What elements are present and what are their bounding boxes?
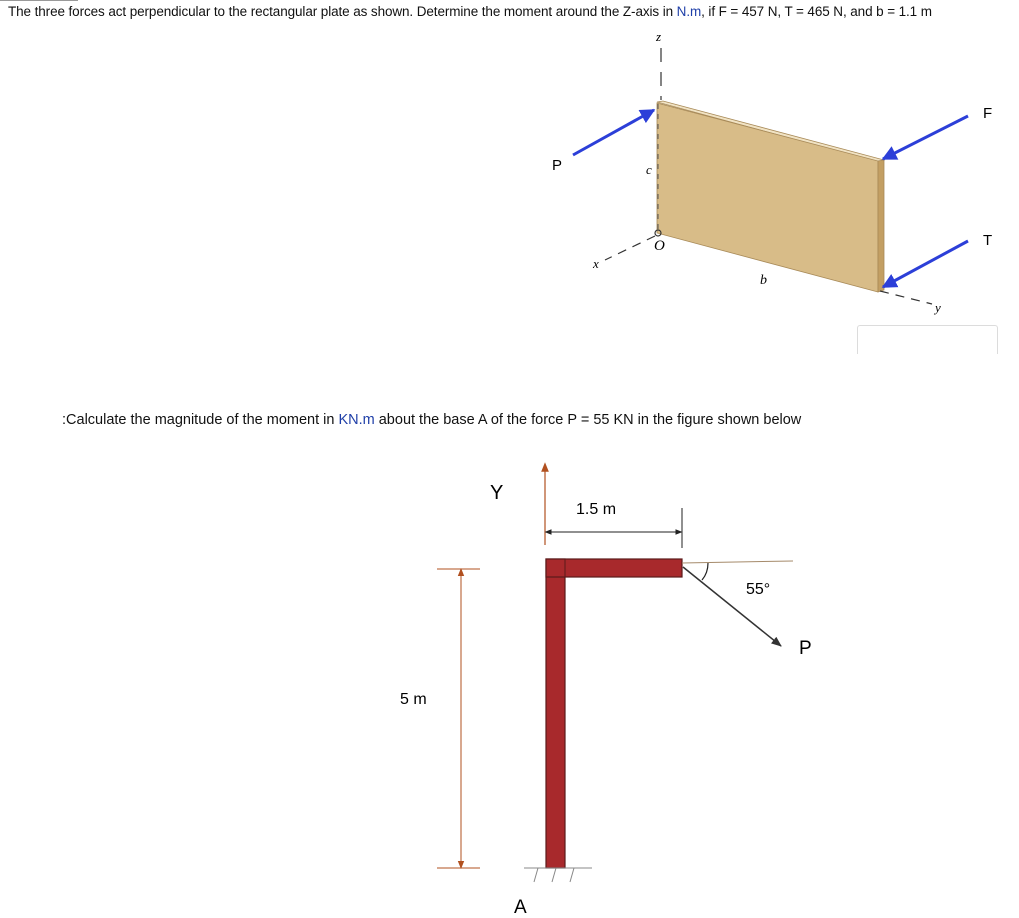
question-2-unit: KN.m <box>338 412 375 428</box>
angle-arc <box>702 563 708 580</box>
label-y: y <box>935 300 941 315</box>
label-dim-vertical: 5 m <box>400 691 427 708</box>
ground-hatch-3 <box>570 868 574 882</box>
label-x: x <box>593 256 599 271</box>
question-1-unit: N.m <box>676 4 702 19</box>
question-1-text: The three forces act perpendicular to the rectangular plate as shown. Determine the moment around the Z-axis in N.m, if F = 457 N, T = 465 N, and b = 1.1 m <box>8 4 932 19</box>
reference-line <box>682 561 793 563</box>
label-dim-horizontal: 1.5 m <box>576 501 617 518</box>
beam-member <box>546 559 682 577</box>
column-member <box>546 559 565 868</box>
label-force-f: F <box>983 105 993 122</box>
label-angle: 55° <box>746 581 771 598</box>
label-y-frame: Y <box>490 482 504 504</box>
label-c: c <box>646 162 652 177</box>
force-p-arrow-frame <box>683 567 781 646</box>
label-force-p-frame: P <box>799 638 812 659</box>
label-z: z <box>656 29 662 44</box>
question-2-text: :Calculate the magnitude of the moment in KN.m about the base A of the force P = 55 KN in the figure shown below <box>62 412 802 428</box>
label-force-p: P <box>552 157 563 174</box>
label-base-a: A <box>514 897 527 918</box>
label-b: b <box>760 273 767 288</box>
ground-hatch-1 <box>534 868 538 882</box>
label-o: O <box>654 238 665 254</box>
ground-hatch-2 <box>552 868 556 882</box>
label-force-t: T <box>983 232 993 249</box>
